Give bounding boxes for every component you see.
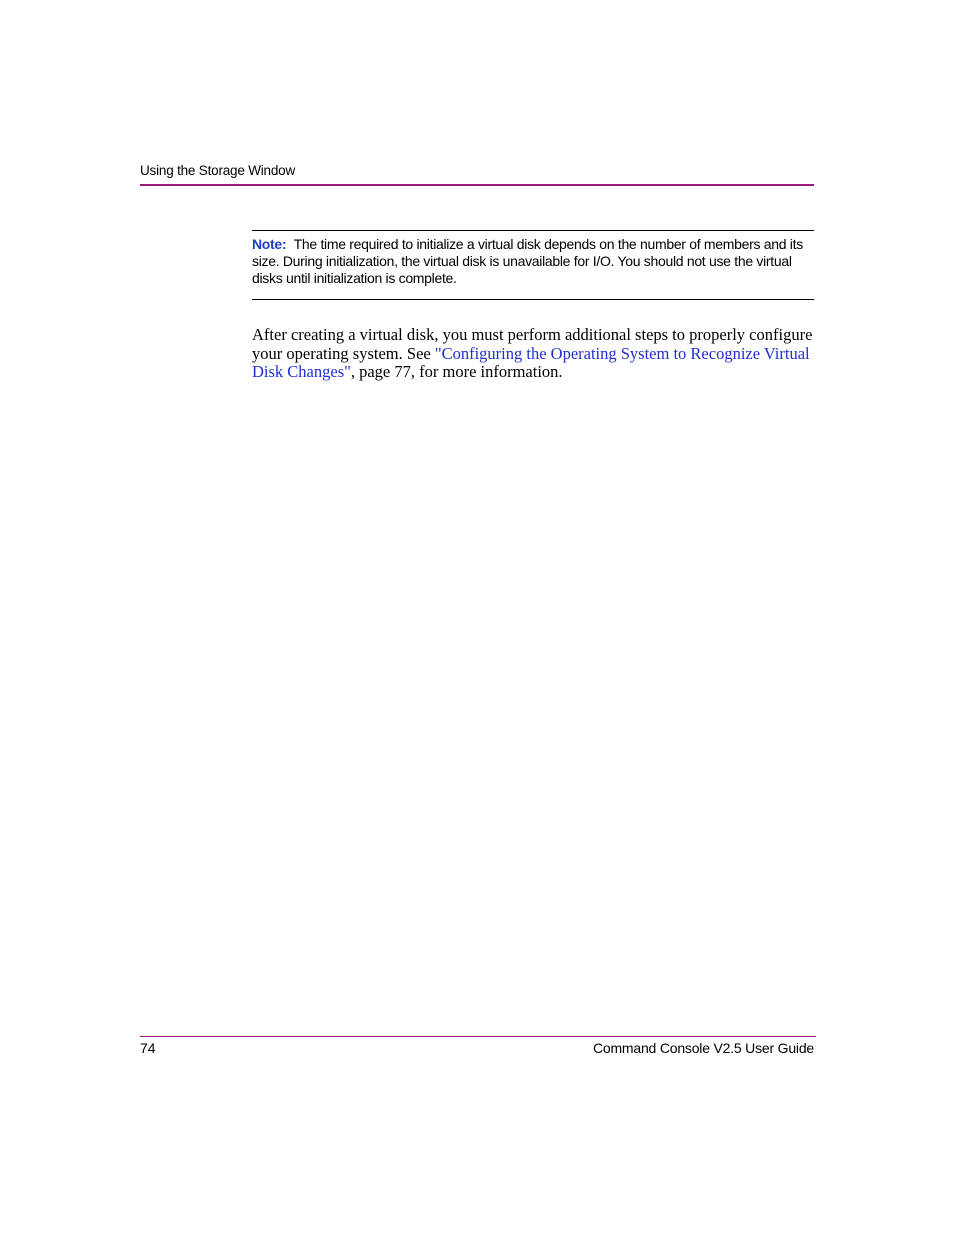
note-paragraph <box>252 236 814 287</box>
note-box <box>252 230 814 300</box>
page-number: 74 <box>140 1040 156 1056</box>
body-text-after-link: , page 77, for more information. <box>350 362 563 381</box>
body-paragraph <box>252 326 814 382</box>
footer-document-title: Command Console V2.5 User Guide <box>592 1040 814 1056</box>
note-label: Note: <box>252 236 287 252</box>
body-text-before-link: After creating a virtual disk, you must perform additional steps to properly configure your operating system. See <box>252 325 813 363</box>
footer-rule <box>140 1036 816 1037</box>
header-rule <box>140 184 814 186</box>
header-section-title: Using the Storage Window <box>140 163 296 178</box>
note-text: The time required to initialize a virtual disk depends on the number of members and its size. During initialization, the virtual disk is unavailable for I/O. You should not use the virtual disks until initialization is complete. <box>252 236 803 286</box>
cross-reference-link[interactable]: "Configuring the Operating System to Recognize Virtual Disk Changes" <box>252 343 810 381</box>
